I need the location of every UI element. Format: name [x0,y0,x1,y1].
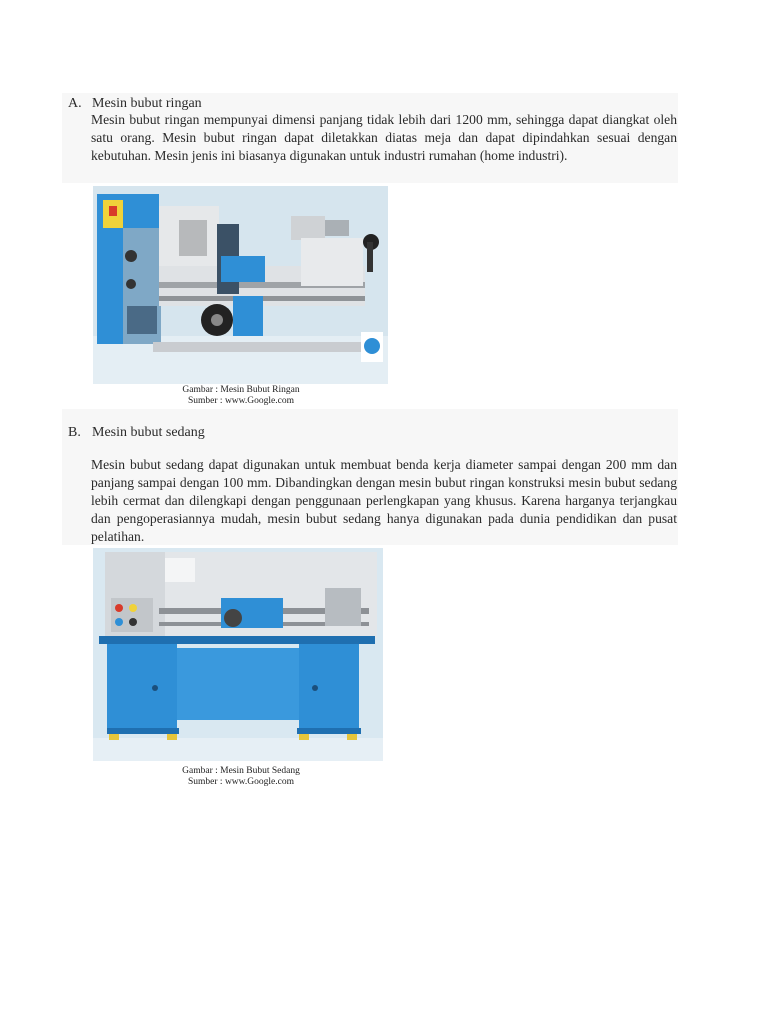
figure-b-caption-title: Gambar : Mesin Bubut Sedang [182,766,300,776]
figure-a-caption [91,385,391,407]
figure-a-caption-source: Sumber : www.Google.com [188,396,294,406]
section-a-letter: A. [68,96,82,111]
figure-a-caption-title: Gambar : Mesin Bubut Ringan [182,385,300,395]
section-b-paragraph [91,456,677,546]
medium-lathe-illustration [93,548,383,761]
section-b-paragraph-text: Mesin bubut sedang dapat digunakan untuk membuat benda kerja diameter sampai dengan 200 mm dan panjang sampai dengan 100 mm. Dibandingkan dengan mesin bubut ringan konstruksi mesin bubut sedang lebih cermat dan dilengkapi dengan penggunaan perlengkapan yang khusus. Karena harganya terjangkau dan pengoperasiannya mudah, mesin bubut sedang hanya digunakan pada dunia pendidikan dan pusat pelatihan. [91,457,677,544]
section-a-paragraph-text: Mesin bubut ringan mempunyai dimensi panjang tidak lebih dari 1200 mm, sehingga dapat diangkat oleh satu orang. Mesin bubut ringan dapat diletakkan diatas meja dan dapat dipindahkan sesuai dengan kebutuhan. Mesin jenis ini biasanya digunakan untuk industri rumahan (home industri). [91,112,677,163]
figure-small-lathe [93,186,388,384]
section-a-paragraph [91,111,677,165]
small-lathe-illustration [93,186,388,384]
section-a-title: Mesin bubut ringan [92,96,202,111]
figure-medium-lathe [93,548,383,761]
section-b-heading [68,424,205,442]
figure-b-caption [91,766,391,788]
section-b-title: Mesin bubut sedang [92,425,205,440]
figure-b-caption-source: Sumber : www.Google.com [188,777,294,787]
section-b-letter: B. [68,425,81,440]
